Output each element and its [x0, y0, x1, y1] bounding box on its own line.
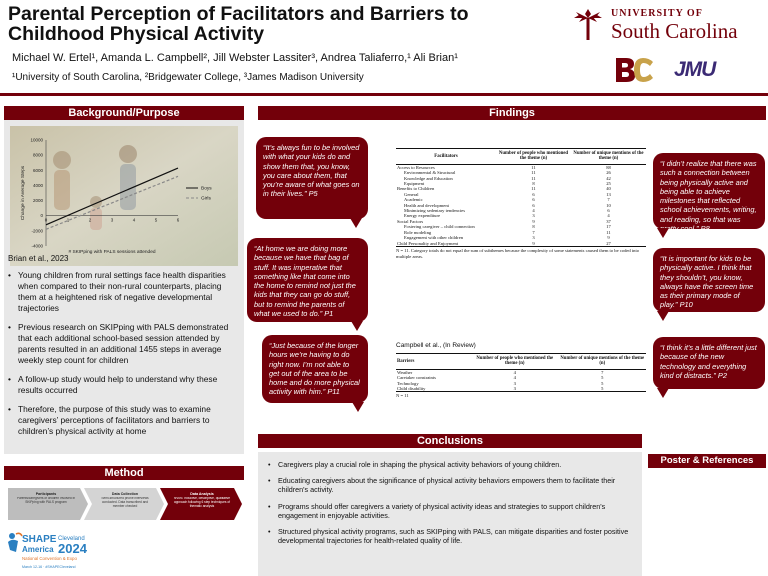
table-header: Facilitators [396, 149, 496, 165]
table-cell-mentions: 7 [601, 369, 604, 375]
method-step-title: Data Analysis [190, 492, 214, 496]
method-step-participants [8, 488, 88, 520]
table-cell-label: Role modeling [404, 229, 432, 235]
y-tick-label: 0 [40, 213, 43, 219]
conclusion-bullet: • Programs should offer caregivers a variety of physical activity ideas and strategies to support children's engagement in enjoyable activities. [266, 502, 636, 520]
city-label: Cleveland [58, 536, 85, 542]
y-tick-label: 2000 [32, 198, 43, 204]
legend-label: Girls [201, 196, 211, 202]
table-cell-mentions: 4 [607, 213, 610, 219]
table-cell-people: 7 [532, 229, 535, 235]
quote-text: “I think it’s a little different just because of the new technology and everything kind of distracts.” P2 [660, 343, 757, 380]
conclusions-bullets [266, 460, 636, 552]
table-cell-label: Access to Resources [397, 164, 435, 170]
convention-label: National Convention & Expo [22, 556, 77, 561]
method-step-body: Semi-structured phone interviews conducted. Data transcribed and member checked [101, 497, 149, 508]
table-cell-label: Child Personality and Enjoyment [396, 241, 496, 247]
bubble-tail [352, 402, 364, 412]
table-cell-mentions: 40 [606, 186, 611, 192]
shape-america-cleveland-logo [6, 530, 116, 572]
method-step-data-analysis [160, 488, 242, 520]
quote-bubble [653, 337, 765, 389]
year-label: 2024 [58, 541, 87, 556]
legend-label: Boys [201, 186, 212, 192]
table-cell-label: Energy expenditure [404, 213, 441, 219]
x-tick-label: 1 [66, 217, 70, 223]
background-bullet: • Previous research on SKIPping with PALS demonstrated that each additional school-based session attended by parents resulted in an additional 1455 steps in average weekly step count for children [8, 322, 240, 366]
table-cell-label: General [404, 191, 419, 197]
method-step-data-collection [84, 488, 164, 520]
facilitators-table-block [396, 148, 646, 259]
table-cell-label: Child disability [396, 386, 471, 392]
conclusions-heading: Conclusions [258, 434, 642, 448]
bubble-tail [350, 218, 362, 228]
background-bullet: • Young children from rural settings face health disparities when compared to their non-rural counterparts, placing them at a heightened risk of negative developmental trajectories [8, 270, 240, 314]
quote-text: “At home we are doing more because we have that bag of stuff. It was imperative that something like that come into the home to remind not just the kids that they can go do stuff, but to remind the parents of what we used to do.” P1 [254, 244, 356, 319]
table-cell-mentions: 9 [607, 235, 610, 241]
quote-text: “It’s always fun to be involved with what your kids do and show them that, you know, you care about them, that you’re aware of what goes on in their lives.” P5 [263, 143, 360, 199]
method-flow-diagram [8, 486, 244, 522]
barriers-table-block [396, 342, 646, 399]
y-tick-label: 6000 [32, 167, 43, 173]
table-cell-people: 11 [531, 164, 536, 170]
x-tick-label: 2 [88, 217, 92, 223]
x-axis-label: # SKIPping with PALS sessions attended [68, 250, 156, 255]
table-cell-label: Environmental & Structural [404, 170, 456, 176]
table-cell-mentions: 42 [606, 175, 611, 181]
table-cell-people: 4 [532, 208, 535, 214]
table-cell-label: Social Factors [397, 218, 424, 224]
bubble-tail [657, 311, 669, 321]
quote-text: “I didn’t realize that there was such a connection between being physically active and being able to achieve milestones that reflected school achievements, writing, and reading, so that was pretty cool.” P8 [660, 159, 757, 234]
table-header: Number of people who mentioned the theme (n) [496, 149, 571, 165]
dates-label: March 12-16 · #SHAPECleveland [22, 565, 76, 569]
table-cell-mentions: 88 [606, 164, 611, 170]
table-cell-label: Fostering caregiver – child connection [404, 224, 475, 230]
background-citation: Brian et al., 2023 [8, 254, 69, 263]
table-cell-mentions: 5 [559, 386, 647, 392]
table-cell-label: Minimizing sedentary tendencies [404, 208, 465, 214]
facilitators-table [396, 148, 646, 247]
table-cell-people: 3 [532, 213, 535, 219]
table-cell-people: 9 [496, 241, 571, 247]
table-cell-people: 4 [513, 375, 516, 381]
table-row [396, 241, 646, 247]
conclusion-bullet: • Caregivers play a crucial role in shaping the physical activity behaviors of young children. [266, 460, 636, 469]
usc-logo [573, 8, 763, 44]
table-citation: Campbell et al., (In Review) [396, 342, 476, 349]
conclusions-panel [258, 452, 642, 576]
quote-bubble [653, 248, 765, 312]
table-cell-people: 11 [531, 170, 536, 176]
table-header: Number of unique mentions of the theme (n) [571, 149, 646, 165]
table-cell-mentions: 17 [606, 224, 611, 230]
table-cell-people: 6 [532, 197, 535, 203]
quote-bubble [247, 238, 368, 322]
table-cell-people: 3 [471, 386, 559, 392]
table-cell-people: 9 [532, 218, 535, 224]
author-list: Michael W. Ertel¹, Amanda L. Campbell², Jill Webster Lassiter³, Andrea Taliaferro,¹ Ali Brian¹ [12, 52, 458, 64]
header-divider [0, 93, 768, 96]
table-cell-people: 8 [532, 181, 535, 187]
usc-wordmark: South Carolina [611, 19, 738, 43]
table-cell-people: 8 [532, 224, 535, 230]
table-cell-label: Technology [397, 380, 419, 386]
america-wordmark: America [22, 545, 54, 554]
table-row [396, 386, 646, 392]
bubble-tail [657, 228, 669, 238]
y-tick-label: 10000 [30, 137, 43, 143]
shape-figure-icon [8, 533, 22, 552]
table-cell-mentions: 11 [606, 229, 611, 235]
poster-references-heading[interactable]: Poster & References [648, 454, 766, 468]
conclusion-bullet: • Structured physical activity programs, such as SKIPping with PALS, can mitigate disparities and foster positive developmental trajectories for health-related quality of life. [266, 527, 636, 545]
background-panel [4, 120, 244, 454]
table-cell-label: Academic [404, 197, 423, 203]
table-cell-people: 4 [513, 369, 516, 375]
table-header: Number of people who mentioned the theme (n) [471, 354, 559, 370]
palmetto-seal-icon [573, 8, 603, 42]
bridgewater-college-logo [612, 55, 656, 85]
x-tick-label: 3 [110, 217, 114, 223]
y-tick-label: -4000 [31, 243, 43, 249]
y-tick-label: -2000 [31, 228, 43, 234]
table-header: Barriers [396, 354, 471, 370]
quote-bubble [653, 153, 765, 234]
bubble-tail [351, 321, 363, 331]
x-tick-label: 0 [44, 217, 48, 223]
method-step-title: Data Collection [111, 492, 139, 496]
table-cell-mentions: 5 [601, 375, 604, 381]
table-cell-label: Benefits to Children [397, 186, 435, 192]
background-bullets [8, 270, 240, 445]
table-cell-mentions: 37 [606, 218, 611, 224]
table-cell-mentions: 5 [601, 380, 604, 386]
quote-text: “Just because of the longer hours we’re having to do right now. I’m not able to get out of the area to be home and do more physical activity with him.” P11 [269, 341, 360, 397]
quote-bubble [262, 335, 368, 403]
background-heading: Background/Purpose [4, 106, 244, 120]
x-tick-label: 6 [176, 217, 180, 223]
table-cell-people: 3 [513, 380, 516, 386]
table-cell-people: 6 [532, 202, 535, 208]
table-cell-label: Knowledge and Education [404, 175, 453, 181]
y-axis-label: Change in Average Steps [21, 165, 26, 221]
conclusion-bullet: • Educating caregivers about the significance of physical activity behaviors empowers them to facilitate their children's activity. [266, 476, 636, 494]
table-cell-mentions: 26 [606, 170, 611, 176]
usc-wordmark-top: UNIVERSITY OF [611, 8, 703, 19]
quote-bubble [256, 137, 368, 219]
table-cell-mentions: 6 [607, 208, 610, 214]
background-bullet: • Therefore, the purpose of this study was to examine caregivers’ perceptions of facilitators and barriers to children’s physical activity at home [8, 404, 240, 437]
method-step-body: Parents/caregivers of children involved in SKIPping with PALS program [16, 497, 76, 504]
table-cell-people: 11 [531, 186, 536, 192]
findings-heading: Findings [258, 106, 766, 120]
x-tick-label: 5 [154, 217, 158, 223]
table-cell-mentions: 7 [607, 197, 610, 203]
jmu-logo: JMU [674, 58, 716, 81]
table-cell-label: Health and development [404, 202, 449, 208]
table-cell-mentions: 10 [606, 202, 611, 208]
method-step-title: Participants [35, 492, 57, 496]
table-cell-people: 6 [532, 191, 535, 197]
barriers-table [396, 353, 646, 392]
background-bullet: • A follow-up study would help to understand why these results occurred [8, 374, 240, 396]
table-header: Number of unique mentions of the theme (n) [559, 354, 647, 370]
table-cell-people: 3 [532, 235, 535, 241]
table-cell-mentions: 25 [606, 181, 611, 187]
quote-text: “It is important for kids to be physically active. I think that they shouldn’t, you know, always have the screen time as their primary mode of play.” P10 [660, 254, 754, 310]
table-cell-label: Equipment [404, 181, 425, 187]
table-cell-label: Engagement with other children [404, 235, 464, 241]
shape-wordmark: SHAPE [22, 534, 57, 545]
table-cell-label: Caretaker constraints [397, 375, 436, 381]
table-cell-people: 11 [531, 175, 536, 181]
table-cell-mentions: 27 [571, 241, 646, 247]
table-note: N = 11 [396, 393, 409, 399]
steps-chart [10, 126, 238, 266]
table-note: N = 11. Category totals do not equal the sum of subthemes because the complexity of some statements caused them to be coded into multiple areas. [396, 247, 640, 259]
poster-title: Parental Perception of Facilitators and Barriers to Childhood Physical Activity [8, 3, 469, 45]
table-cell-label: Weather [397, 369, 413, 375]
x-tick-label: 4 [132, 217, 136, 223]
affiliations: ¹University of South Carolina, ²Bridgewater College, ³James Madison University [12, 72, 364, 83]
table-cell-mentions: 13 [606, 191, 611, 197]
method-heading: Method [4, 466, 244, 480]
method-step-body: NVivo. Inductive, descriptive, qualitative approach following 6 step techniques of thematic analysis [173, 497, 231, 508]
y-tick-label: 8000 [32, 152, 43, 158]
y-tick-label: 4000 [32, 182, 43, 188]
bubble-tail [657, 388, 669, 398]
